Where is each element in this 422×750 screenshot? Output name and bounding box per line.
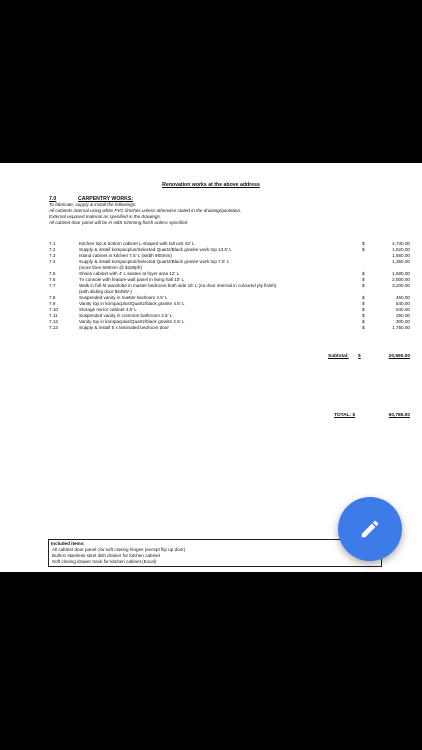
item-number: 7.7 [49, 283, 56, 288]
item-description: Suspended vanity in common bathroom 2.5' L [79, 313, 173, 318]
item-currency: $ [362, 271, 365, 276]
item-amount: 250.00 [395, 313, 410, 318]
intro-line: External exposed material as specified in the drawings. [49, 214, 162, 219]
item-currency: $ [362, 319, 365, 324]
intro-line: To fabricate, supply & install the followings: [49, 202, 137, 207]
item-amount: 3,200.00 [392, 283, 410, 288]
item-amount: 1,680.00 [392, 271, 410, 276]
intro-line: All cabinets internal using white PVC finishes unless otherwise stated in the drawing/quotation. [49, 208, 242, 213]
total-amount: 60,785.00 [388, 413, 410, 418]
item-number: 7.10 [49, 307, 58, 312]
item-description: Supply & install 5 x laminated bedroom door [79, 325, 169, 330]
item-amount: 2,500.00 [392, 277, 410, 282]
subtotal-currency: $ [358, 354, 361, 359]
item-number: 7.5 [49, 271, 56, 276]
item-number: 7.9 [49, 301, 56, 306]
item-number: 7.8 [49, 295, 56, 300]
subtotal-row [0, 354, 422, 360]
item-amount: 1,350.00 [392, 259, 410, 264]
item-amount: 540.00 [395, 301, 410, 306]
total-label: TOTAL: $ [334, 413, 356, 418]
item-description: Shoes cabinet with 4' L seatee at foyer area 12' L [79, 271, 180, 276]
item-currency: $ [362, 301, 365, 306]
item-description: Suspended vanity in master bedroom 4.5' L [79, 295, 168, 300]
item-number: 7.2 [49, 247, 56, 252]
item-description: Supply & install kompacplus/Selected Quartz/Black granite work top 7.5' L [79, 259, 230, 264]
item-amount: 4,730.00 [392, 241, 410, 246]
pencil-icon [359, 518, 381, 540]
total-row [0, 413, 422, 419]
item-description: Tv console with feature wall panel in living hall 10' L [79, 277, 185, 282]
item-currency: $ [362, 247, 365, 252]
item-amount: 540.00 [395, 307, 410, 312]
item-description: Storage mirror cabinet 4.5' L [79, 307, 137, 312]
item-number: 7.12 [49, 319, 58, 324]
item-description: (more then 600mm @ $180pfr) [79, 265, 143, 270]
item-currency: $ [362, 277, 365, 282]
included-item: Soft closing drawer track for kitchen cabinet (Excel) [52, 559, 157, 564]
item-amount: 1,650.00 [392, 253, 410, 258]
item-number: 7.1 [49, 241, 56, 246]
item-amount: 300.00 [395, 319, 410, 324]
item-number: 7.6 [49, 277, 56, 282]
edit-button[interactable] [338, 497, 402, 561]
item-number: 7.3 [49, 253, 56, 258]
subtotal-amount: 20,560.00 [388, 354, 410, 359]
item-description: (with sliding door $4480/-) [79, 289, 132, 294]
section-number: 7.0 [49, 196, 57, 202]
included-item: Built-in stainless steel dish drainer for kitchen cabinet [52, 553, 161, 558]
item-description: Walk in full-ht wardrobe in master bedroom both side 16' L (no door internal in coloured ply finish) [79, 283, 277, 288]
item-currency: $ [362, 313, 365, 318]
line-item-row [0, 325, 422, 331]
item-number: 7.13 [49, 325, 58, 330]
item-description: Island cabinet in kitchen 7.5' L (width 900mm) [79, 253, 172, 258]
item-description: Vanity top in kompacplus/Quartz/black granite 4.5' L [79, 301, 185, 306]
top-black-bar [0, 0, 422, 30]
included-item: All cabinet door panel c/w soft closing hinges (except flip up door) [52, 547, 186, 552]
intro-line: All cabinet door panel will be in ABS trimming finish unless specified [49, 220, 188, 225]
item-currency: $ [362, 307, 365, 312]
item-amount: 1,750.00 [392, 325, 410, 330]
item-amount: 450.00 [395, 295, 410, 300]
item-currency: $ [362, 241, 365, 246]
document-title: Renovation works at the above address [162, 182, 260, 188]
item-currency: $ [362, 283, 365, 288]
item-currency: $ [362, 295, 365, 300]
item-description: Supply & install kompacplus/Selected Quartz/Black granite work top 13.5' L [79, 247, 232, 252]
bottom-black-bar [0, 572, 422, 750]
item-currency: $ [362, 325, 365, 330]
subtotal-label: Subtotal: [328, 354, 349, 359]
item-amount: 1,620.00 [392, 247, 410, 252]
item-description: Kitchen top & bottom cabinet L-shaped with tall unit 43' L [79, 241, 195, 246]
item-description: Vanity top in kompacplus/Quartz/black granite 2.5' L [79, 319, 185, 324]
included-items-box [48, 539, 382, 567]
included-heading: Included items: [51, 541, 85, 546]
item-number: 7.4 [49, 259, 56, 264]
section-title: CARPENTRY WORKS: [78, 196, 134, 202]
item-number: 7.11 [49, 313, 58, 318]
